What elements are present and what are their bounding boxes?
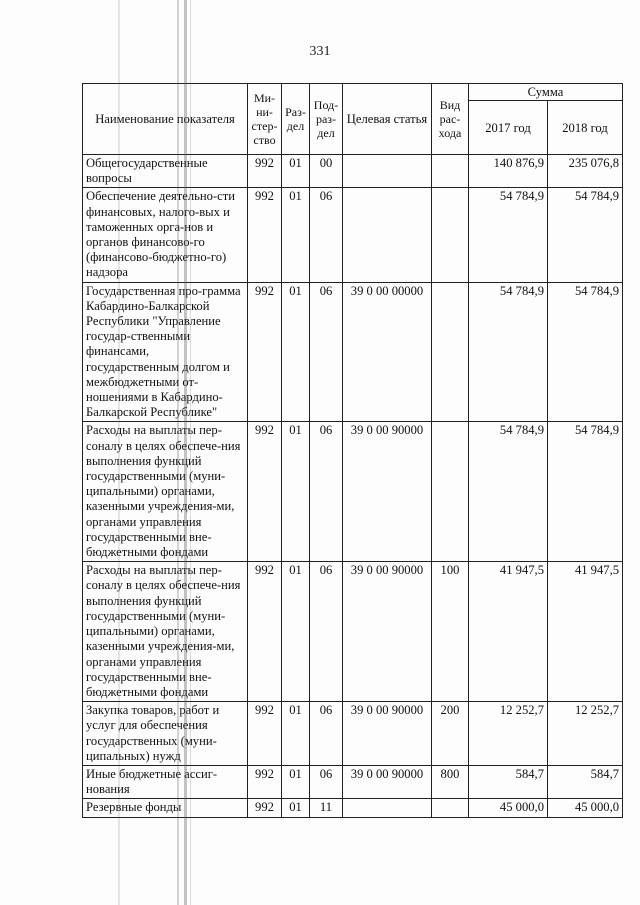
table-row [83, 702, 623, 766]
cell-ministry: 992 [248, 422, 282, 562]
cell-2017: 140 876,9 [469, 155, 548, 188]
cell-2017: 54 784,9 [469, 282, 548, 422]
cell-ministry: 992 [248, 765, 282, 798]
cell-section: 01 [282, 422, 310, 562]
table-row [83, 765, 623, 798]
header-year-2018: 2018 год [548, 101, 623, 155]
cell-target: 39 0 00 90000 [343, 562, 432, 702]
cell-name: Обеспечение деятельно-сти финансовых, налого-вых и таможенных орга-нов и органов финансово-го (финансово-бюджетно-го) надзора [83, 188, 248, 282]
cell-2017: 584,7 [469, 765, 548, 798]
table-row [83, 422, 623, 562]
cell-subsection: 06 [310, 702, 343, 766]
cell-name: Расходы на выплаты пер-соналу в целях обеспече-ния выполнения функций государственными (муни-ципальными) органами, казенными учреждения-ми, органами управления государственными вне-бюджетными фондами [83, 422, 248, 562]
table-row [83, 188, 623, 282]
cell-section: 01 [282, 562, 310, 702]
cell-2017: 54 784,9 [469, 188, 548, 282]
header-ministry: Ми-ни-стер-ство [248, 84, 282, 155]
cell-subsection: 06 [310, 282, 343, 422]
cell-target: 39 0 00 90000 [343, 765, 432, 798]
cell-name: Общегосударственные вопросы [83, 155, 248, 188]
cell-target: 39 0 00 90000 [343, 422, 432, 562]
cell-section: 01 [282, 155, 310, 188]
cell-expense-type [432, 422, 469, 562]
cell-name: Расходы на выплаты пер-соналу в целях обеспече-ния выполнения функций государственными (муни-ципальными) органами, казенными учреждения-ми, органами управления государственными вне-бюджетными фондами [83, 562, 248, 702]
cell-target [343, 188, 432, 282]
cell-target: 39 0 00 90000 [343, 702, 432, 766]
cell-2018: 235 076,8 [548, 155, 623, 188]
cell-subsection: 06 [310, 422, 343, 562]
cell-subsection: 06 [310, 765, 343, 798]
cell-subsection: 06 [310, 562, 343, 702]
cell-2017: 45 000,0 [469, 799, 548, 817]
header-expense-type: Вид рас-хода [432, 84, 469, 155]
cell-2018: 45 000,0 [548, 799, 623, 817]
cell-name: Закупка товаров, работ и услуг для обеспечения государственных (муни-ципальных) нужд [83, 702, 248, 766]
cell-section: 01 [282, 282, 310, 422]
cell-2018: 12 252,7 [548, 702, 623, 766]
cell-ministry: 992 [248, 702, 282, 766]
cell-section: 01 [282, 765, 310, 798]
cell-ministry: 992 [248, 188, 282, 282]
table-row [83, 155, 623, 188]
cell-target [343, 155, 432, 188]
cell-expense-type [432, 282, 469, 422]
cell-2017: 12 252,7 [469, 702, 548, 766]
cell-2018: 41 947,5 [548, 562, 623, 702]
cell-target [343, 799, 432, 817]
header-sum: Сумма [469, 84, 623, 101]
cell-ministry: 992 [248, 155, 282, 188]
cell-expense-type [432, 188, 469, 282]
cell-subsection: 00 [310, 155, 343, 188]
header-row-1 [83, 84, 623, 101]
table-row [83, 562, 623, 702]
header-subsection: Под-раз-дел [310, 84, 343, 155]
cell-target: 39 0 00 00000 [343, 282, 432, 422]
cell-name: Иные бюджетные ассиг-нования [83, 765, 248, 798]
cell-2018: 54 784,9 [548, 282, 623, 422]
cell-section: 01 [282, 702, 310, 766]
table-row [83, 282, 623, 422]
cell-subsection: 11 [310, 799, 343, 817]
cell-ministry: 992 [248, 282, 282, 422]
cell-expense-type [432, 799, 469, 817]
cell-expense-type: 100 [432, 562, 469, 702]
cell-2018: 54 784,9 [548, 422, 623, 562]
cell-section: 01 [282, 799, 310, 817]
budget-table [82, 83, 623, 818]
cell-section: 01 [282, 188, 310, 282]
header-section: Раз-дел [282, 84, 310, 155]
header-target: Целевая статья [343, 84, 432, 155]
cell-2017: 54 784,9 [469, 422, 548, 562]
table-row [83, 799, 623, 817]
cell-expense-type: 800 [432, 765, 469, 798]
cell-subsection: 06 [310, 188, 343, 282]
cell-ministry: 992 [248, 799, 282, 817]
cell-expense-type: 200 [432, 702, 469, 766]
cell-name: Государственная про-грамма Кабардино-Балкарской Республики "Управление государ-ственными финансами, государственным долгом и межбюджетными от-ношениями в Кабардино-Балкарской Республике" [83, 282, 248, 422]
cell-2018: 54 784,9 [548, 188, 623, 282]
page-number: 331 [309, 44, 331, 59]
cell-ministry: 992 [248, 562, 282, 702]
cell-name: Резервные фонды [83, 799, 248, 817]
header-year-2017: 2017 год [469, 101, 548, 155]
header-name: Наименование показателя [83, 84, 248, 155]
cell-expense-type [432, 155, 469, 188]
cell-2018: 584,7 [548, 765, 623, 798]
cell-2017: 41 947,5 [469, 562, 548, 702]
